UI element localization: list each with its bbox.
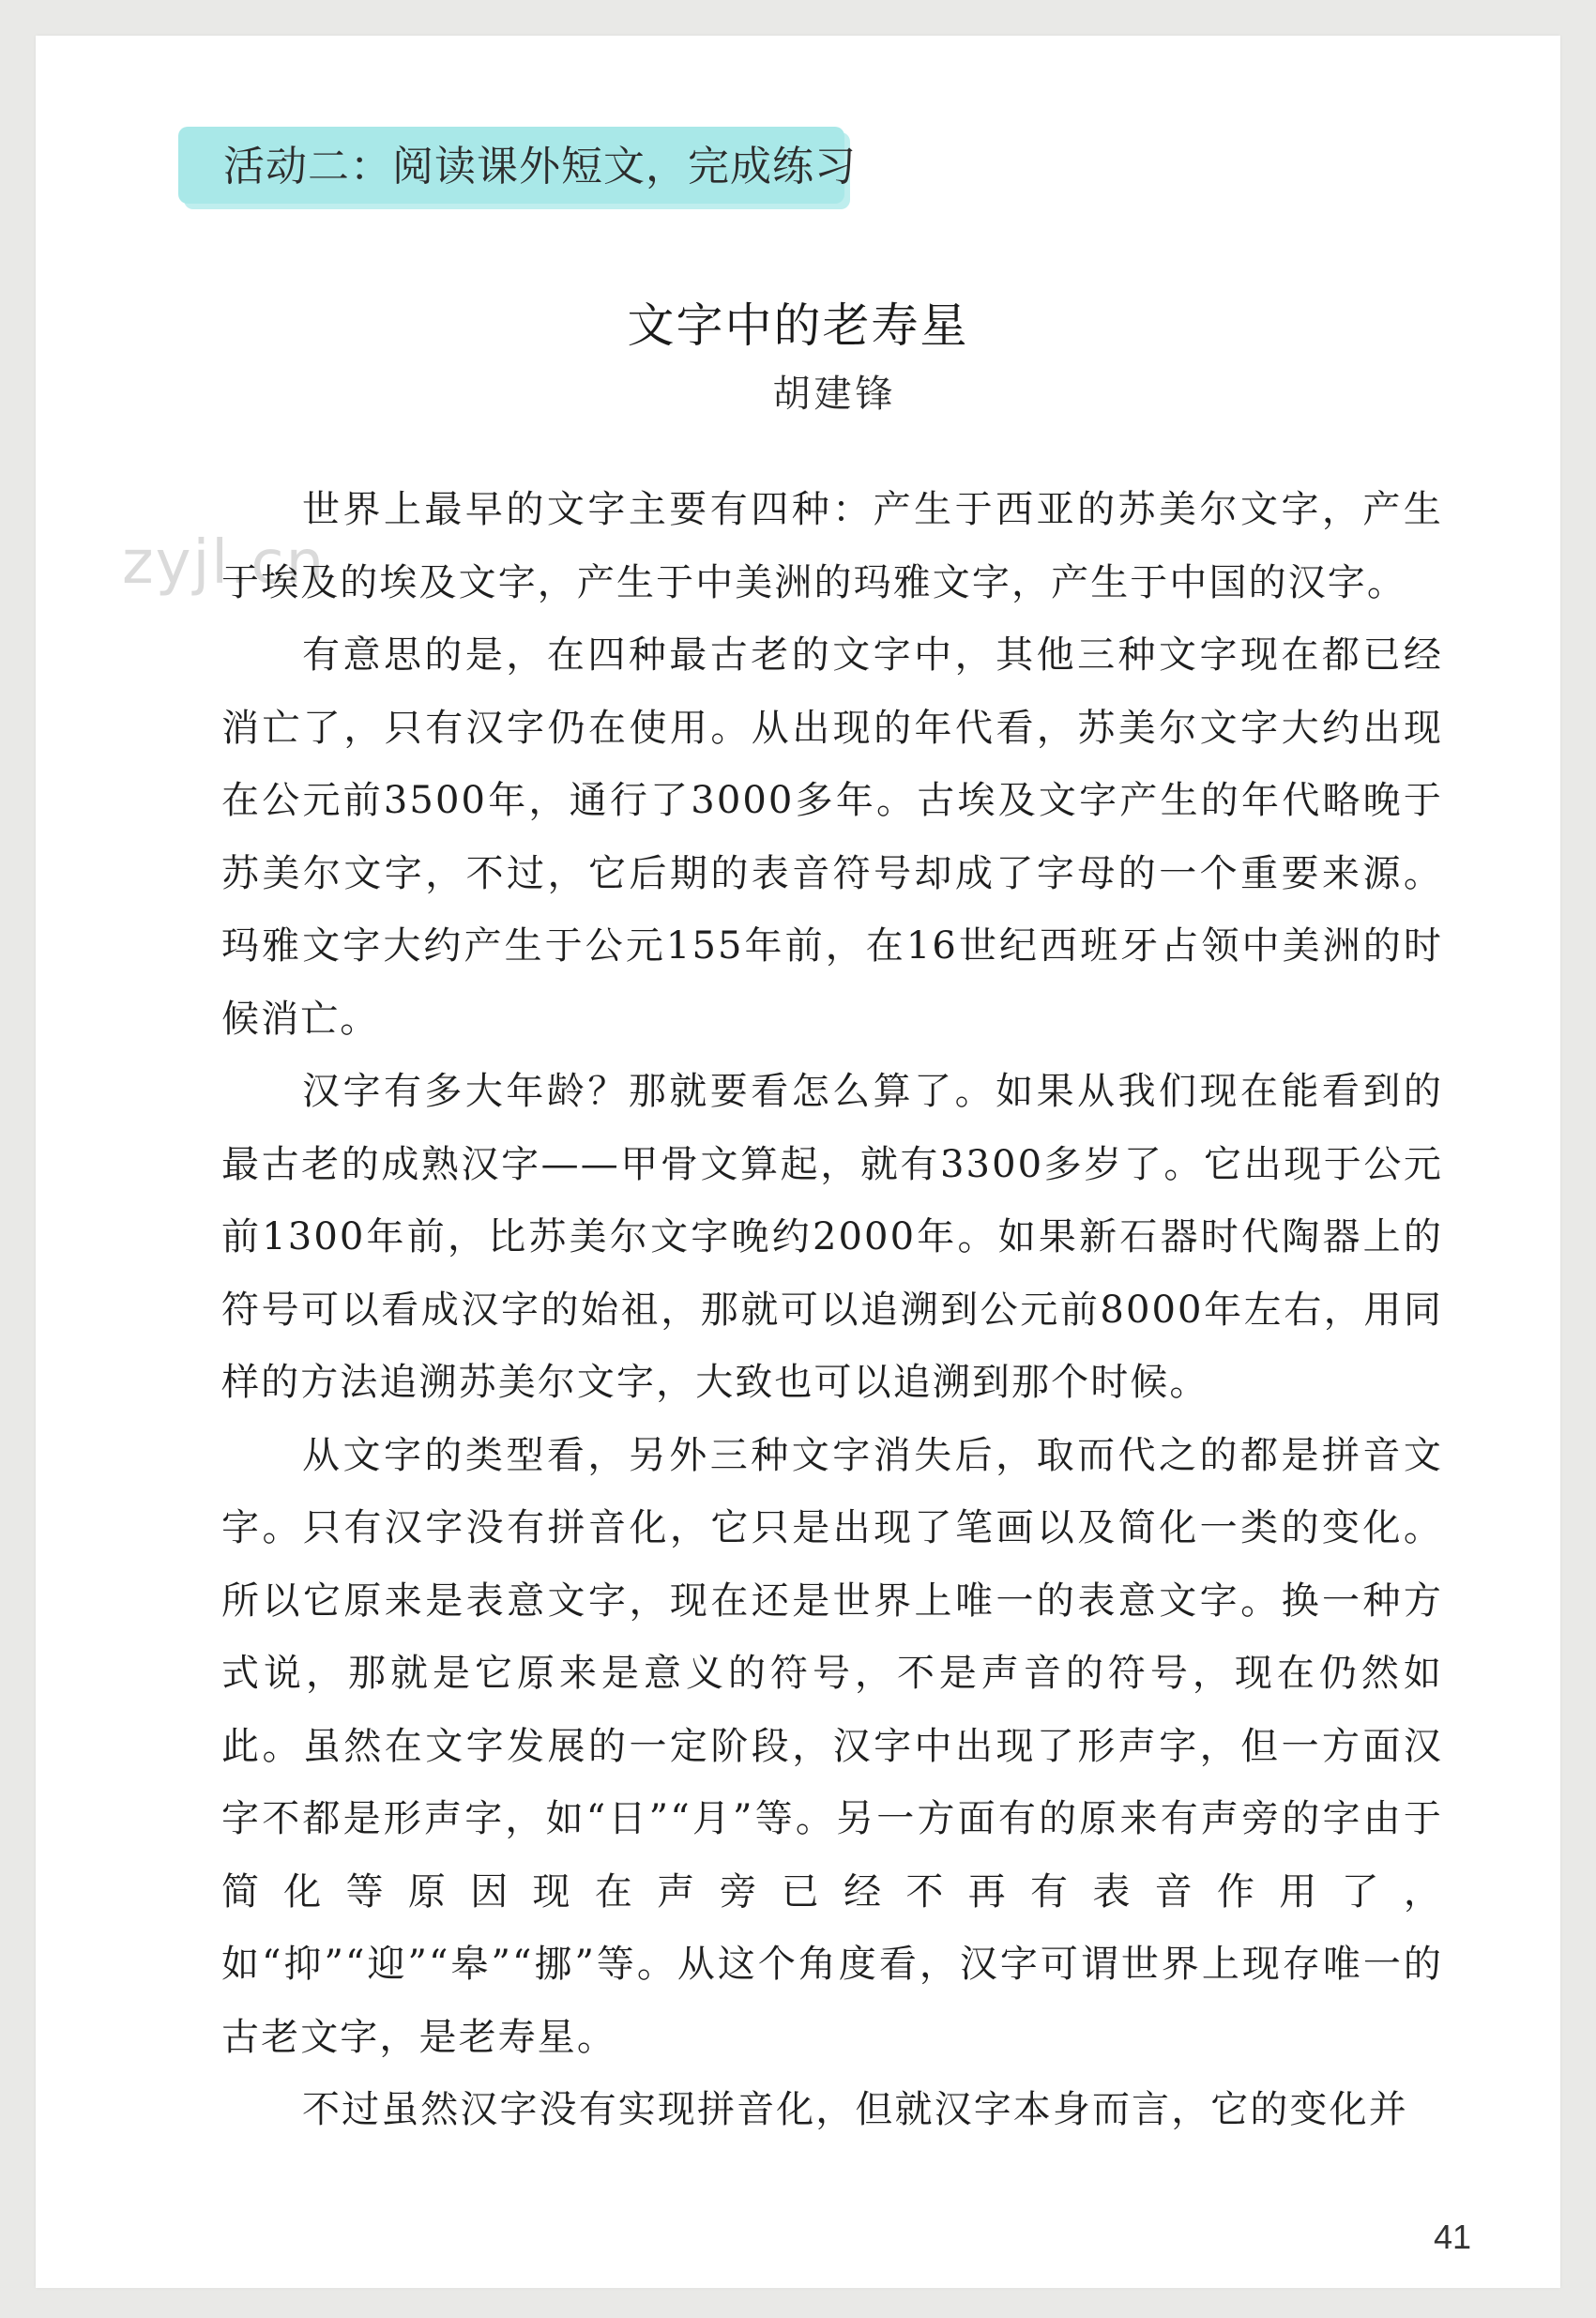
paragraph: 有意思的是，在四种最古老的文字中，其他三种文字现在都已经消亡了，只有汉字仍在使用。从出现的年代看，苏美尔文字大约出现在公元前3500年，通行了3000多年。古埃及文字产生的年代略晚于苏美尔文字，不过，它后期的表音符号却成了字母的一个重要来源。玛雅文字大约产生于公元155年前，在16世纪西班牙占领中美洲的时候消亡。 — [221, 633, 1443, 1041]
paragraph: 世界上最早的文字主要有四种：产生于西亚的苏美尔文字，产生于埃及的埃及文字，产生于中美洲的玛雅文字，产生于中国的汉字。 — [221, 488, 1443, 604]
article-body — [221, 474, 1443, 2147]
paragraph: 从文字的类型看，另外三种文字消失后，取而代之的都是拼音文字。只有汉字没有拼音化，它只是出现了笔画以及简化一类的变化。所以它原来是表意文字，现在还是世界上唯一的表意文字。换一种方式说，那就是它原来是意义的符号，不是声音的符号，现在仍然如此。虽然在文字发展的一定阶段，汉字中出现了形声字，但一方面汉字不都是形声字，如“日”“月”等。另一方面有的原来有声旁的字由于简化等原因现在声旁已经不再有表音作用了，如“抑”“迎”“皋”“挪”等。从这个角度看，汉字可谓世界上现存唯一的古老文字，是老寿星。 — [221, 1433, 1443, 2059]
article-title: 文字中的老寿星 — [627, 298, 969, 353]
activity-title: 活动二：阅读课外短文，完成练习 — [223, 143, 857, 191]
article-author: 胡建锋 — [772, 373, 897, 416]
page-number: 41 — [1434, 2218, 1472, 2256]
paragraph: 不过虽然汉字没有实现拼音化，但就汉字本身而言，它的变化并 — [302, 2088, 1408, 2131]
paragraph: 汉字有多大年龄？那就要看怎么算了。如果从我们现在能看到的最古老的成熟汉字——甲骨文算起，就有3300多岁了。它出现于公元前1300年前，比苏美尔文字晚约2000年。如果新石器时代陶器上的符号可以看成汉字的始祖，那就可以追溯到公元前8000年左右，用同样的方法追溯苏美尔文字，大致也可以追溯到那个时候。 — [221, 1070, 1443, 1404]
watermark: zyjl.cn — [122, 528, 327, 598]
